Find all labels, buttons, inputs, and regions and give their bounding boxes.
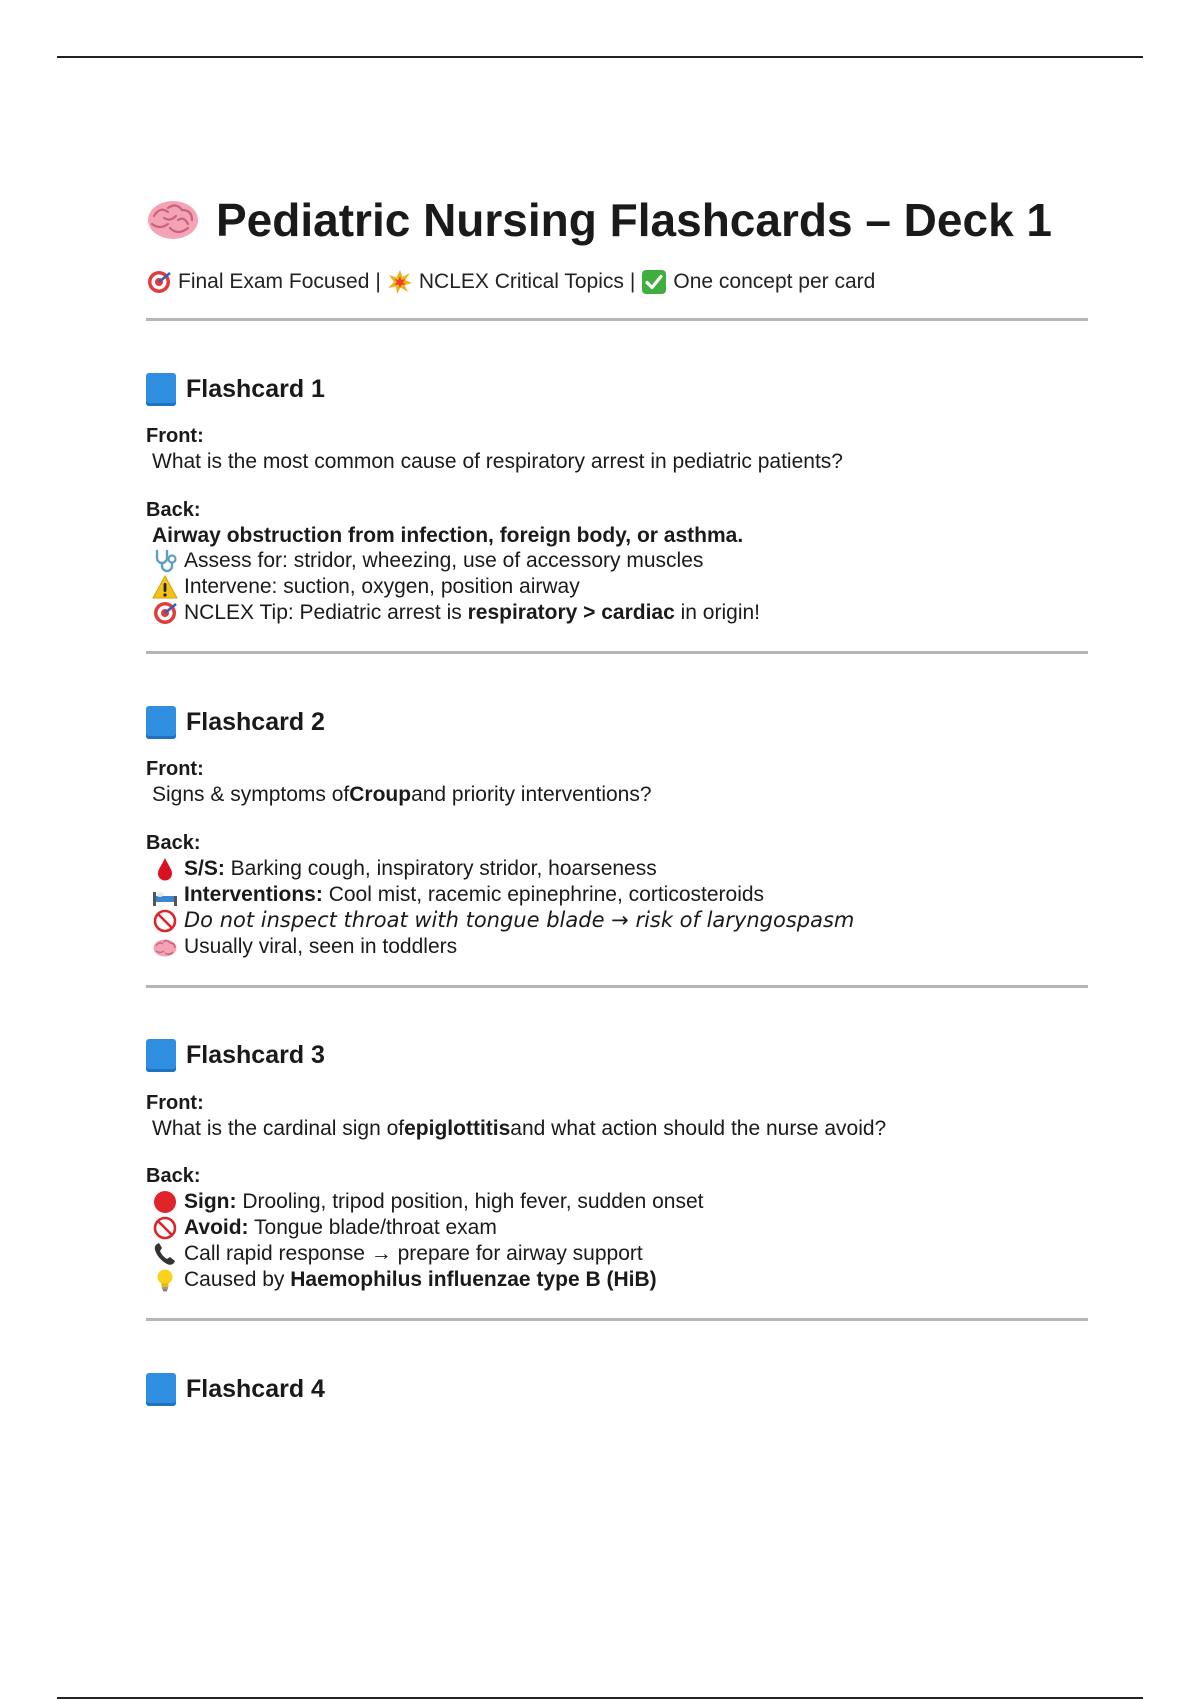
- front-label: Front:: [146, 1091, 204, 1114]
- back-label: Back:: [146, 831, 201, 854]
- back-item-text: Usually viral, seen in toddlers: [184, 934, 458, 958]
- front-label: Front:: [146, 758, 204, 780]
- flashcard-heading: [146, 1039, 1088, 1073]
- back-item-text: Intervene: suction, oxygen, position airway: [184, 575, 580, 599]
- front-text: Signs & symptoms of Croup and priority interventions?: [152, 783, 652, 806]
- back-item: [146, 856, 1088, 882]
- back-item: [146, 574, 1088, 600]
- light-bulb-icon: [152, 1267, 178, 1293]
- back-item: [146, 882, 1088, 908]
- back-item-text: Call rapid response → prepare for airway support: [184, 1242, 643, 1266]
- back-item-text: Caused by Haemophilus influenzae type B (HiB): [184, 1268, 657, 1292]
- back-item: [146, 1215, 1088, 1241]
- front-text: What is the cardinal sign of epiglottitis and what action should the nurse avoid?: [152, 1116, 887, 1140]
- back-item: [146, 908, 1088, 934]
- warning-icon: [152, 574, 178, 600]
- blue-square-icon: [146, 1373, 176, 1406]
- flashcard-title: Flashcard 1: [186, 374, 325, 403]
- flashcard: [146, 654, 1088, 988]
- page-bottom-rule: [57, 1697, 1143, 1699]
- subtitle-separator: |: [375, 270, 381, 293]
- back-lead-text: Airway obstruction from infection, foreign body, or asthma.: [152, 523, 744, 547]
- back-item: [146, 934, 1088, 960]
- subtitle-item: NCLEX Critical Topics: [418, 270, 624, 293]
- back-item-text: Avoid: Tongue blade/throat exam: [184, 1216, 497, 1240]
- back-item: [146, 1189, 1088, 1215]
- brain-icon: [152, 934, 178, 960]
- stethoscope-icon: [152, 548, 178, 574]
- back-lead: [146, 523, 1088, 549]
- flashcard: [146, 321, 1088, 654]
- back-item: [146, 548, 1088, 574]
- front-label: Front:: [146, 425, 204, 447]
- prohibited-icon: [152, 908, 178, 934]
- flashcard: [146, 988, 1088, 1322]
- subtitle-item: One concept per card: [673, 270, 876, 293]
- back-item: [146, 1267, 1088, 1293]
- back-label: Back:: [146, 498, 201, 521]
- flashcard-heading: [146, 1372, 1088, 1406]
- back-item: [146, 1241, 1088, 1267]
- blue-square-icon: [146, 706, 176, 739]
- prohibited-icon: [152, 1215, 178, 1241]
- back-item: [146, 600, 1088, 626]
- brain-icon: [146, 198, 200, 242]
- back-item-text: Sign: Drooling, tripod position, high fever, sudden onset: [184, 1190, 704, 1214]
- blue-square-icon: [146, 373, 176, 406]
- back-item-text: Interventions: Cool mist, racemic epinephrine, corticosteroids: [184, 882, 765, 906]
- back-item-text: Do not inspect throat with tongue blade → risk of laryngospasm: [184, 907, 855, 932]
- flashcard-heading: [146, 705, 1088, 739]
- collision-icon: [387, 269, 413, 295]
- back-item-text: Assess for: stridor, wheezing, use of accessory muscles: [184, 549, 704, 573]
- telephone-icon: [152, 1241, 178, 1267]
- blue-square-icon: [146, 1039, 176, 1072]
- check-mark-icon: [641, 269, 667, 295]
- page-top-rule: [57, 56, 1143, 58]
- flashcard-title: Flashcard 2: [186, 707, 325, 736]
- title-text: Pediatric Nursing Flashcards – Deck 1: [216, 194, 1053, 246]
- document-content: [146, 192, 1088, 1406]
- back-item-text: S/S: Barking cough, inspiratory stridor, hoarseness: [184, 856, 657, 880]
- target-icon: [152, 600, 178, 626]
- red-circle-icon: [152, 1189, 178, 1215]
- target-icon: [146, 269, 172, 295]
- bed-icon: [152, 882, 178, 908]
- page-title: [146, 192, 1088, 248]
- drop-of-blood-icon: [152, 856, 178, 882]
- flashcard: [146, 1321, 1088, 1406]
- flashcard-heading: [146, 372, 1088, 406]
- subtitle-item: Final Exam Focused: [178, 270, 370, 293]
- subtitle-bar: [146, 267, 1088, 297]
- flashcard-title: Flashcard 3: [186, 1041, 325, 1069]
- back-item-text: NCLEX Tip: Pediatric arrest is respiratory > cardiac in origin!: [184, 601, 761, 625]
- subtitle-separator: |: [629, 270, 636, 293]
- flashcard-title: Flashcard 4: [186, 1374, 325, 1403]
- front-text: What is the most common cause of respiratory arrest in pediatric patients?: [152, 450, 843, 473]
- back-label: Back:: [146, 1165, 201, 1187]
